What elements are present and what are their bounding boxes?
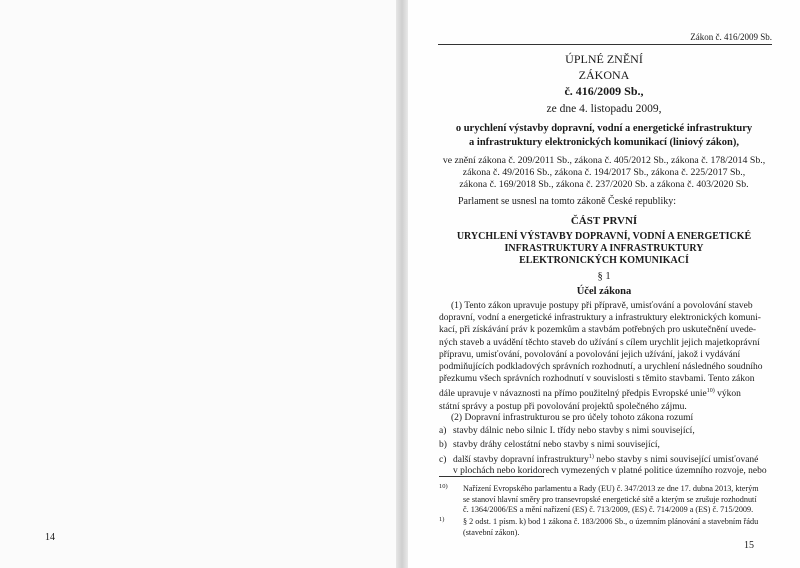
footnote-line: Nařízení Evropského parlamentu a Rady (EU) č. 347/2013 ze dne 17. dubna 2013, kterým bbox=[463, 484, 759, 493]
section-title: Účel zákona bbox=[576, 286, 632, 297]
running-head: Zákon č. 416/2009 Sb. bbox=[690, 32, 772, 42]
footnote-ref-10[interactable]: 10) bbox=[706, 388, 715, 395]
footnote-line: se stanoví hlavní směry pro transevropské energetické sítě a kterým se zrušuje rozhodnutí bbox=[463, 494, 757, 504]
amendments-line-1: ve znění zákona č. 209/2011 Sb., zákona č. 405/2012 Sb., zákona č. 178/2014 Sb., bbox=[442, 155, 766, 166]
list-text: stavby dráhy celostátní nebo stavby s nimi související, bbox=[453, 440, 660, 450]
amendments-line-2: zákona č. 49/2016 Sb., zákona č. 194/2017 Sb., zákona č. 225/2017 Sb., bbox=[462, 167, 746, 178]
footnote-line: § 2 odst. 1 písm. k) bod 1 zákona č. 183/2006 Sb., o územním plánování a stavebním řádu bbox=[463, 517, 759, 526]
list-label: b) bbox=[439, 440, 447, 450]
law-date: ze dne 4. listopadu 2009, bbox=[546, 103, 662, 115]
part-label: ČÁST PRVNÍ bbox=[570, 215, 638, 227]
header-rule bbox=[438, 44, 772, 45]
list-text-after: nebo stavby s nimi související umisťované bbox=[593, 455, 759, 466]
footnote-mark: 1) bbox=[439, 516, 445, 523]
law-title-line-2: a infrastruktury elektronických komunikací (liniový zákon), bbox=[469, 137, 739, 148]
paragraph-1-line: kací, při získávání práv k pozemkům a stavbám potřebných pro uskutečnění uvede- bbox=[439, 325, 757, 336]
footnote-line: (stavební zákon). bbox=[463, 527, 520, 537]
paragraph-1-ref-before: dále upravuje v návaznosti na přímo použitelný předpis Evropské unie bbox=[439, 389, 707, 400]
book-gutter bbox=[396, 0, 408, 568]
list-text: další stavby dopravní infrastruktury bbox=[453, 455, 589, 466]
paragraph-1-line: státní správy a postup při povolování projektů společného zájmu. bbox=[439, 401, 687, 412]
list-item-b bbox=[439, 440, 660, 450]
part-title-line-3: ELEKTRONICKÝCH KOMUNIKACÍ bbox=[519, 255, 689, 266]
heading-law: ZÁKONA bbox=[578, 68, 630, 82]
part-title-line-1: URYCHLENÍ VÝSTAVBY DOPRAVNÍ, VODNÍ A ENERGETICKÉ bbox=[456, 231, 752, 242]
parliament-statement: Parlament se usnesl na tomto zákoně České republiky: bbox=[458, 196, 677, 207]
footnote-rule bbox=[439, 476, 544, 477]
paragraph-1-line: přípravu, umisťování, povolování a povolování jejich užívání, jakož i vydávání bbox=[439, 349, 741, 360]
amendments-line-3: zákona č. 169/2018 Sb., zákona č. 237/2020 Sb. a zákona č. 403/2020 Sb. bbox=[459, 179, 749, 190]
list-item-c-continuation: v plochách nebo koridorech vymezených v platné politice územního rozvoje, nebo bbox=[453, 466, 767, 476]
paragraph-1-line: (1) Tento zákon upravuje postupy při přípravě, umisťování a povolování staveb bbox=[451, 301, 753, 311]
list-item-c bbox=[439, 454, 758, 465]
list-label: a) bbox=[439, 426, 447, 436]
paragraph-1-ref-after: výkon bbox=[714, 389, 741, 400]
list-text: stavby dálnic nebo silnic I. třídy nebo stavby s nimi související, bbox=[453, 426, 695, 436]
law-number: č. 416/2009 Sb., bbox=[564, 84, 644, 98]
law-title-line-1: o urychlení výstavby dopravní, vodní a energetické infrastruktury bbox=[455, 123, 753, 134]
paragraph-1-line: ných staveb a uvádění těchto staveb do užívání s cílem urychlit jejich majetkoprávní bbox=[439, 337, 760, 348]
left-page-number: 14 bbox=[45, 532, 55, 543]
paragraph-1-ref-line bbox=[439, 385, 775, 400]
paragraph-1-line: dopravní, vodní a energetické infrastruktury a infrastruktury elektronických komuni- bbox=[439, 313, 761, 324]
left-page bbox=[0, 0, 398, 568]
paragraph-1-line: přezkumu všech správních rozhodnutí v souvislosti s těmito stavbami. Tento zákon bbox=[439, 374, 755, 385]
right-page bbox=[408, 0, 800, 568]
paragraph-2-intro: (2) Dopravní infrastrukturou se pro účely tohoto zákona rozumí bbox=[451, 413, 694, 423]
paragraph-1-line: podmiňujících podkladových správních rozhodnutí, a urychlení následného soudního bbox=[439, 362, 763, 373]
footnote-10 bbox=[439, 484, 779, 516]
paragraph-1 bbox=[439, 300, 775, 413]
list-label: c) bbox=[439, 455, 447, 466]
right-page-number: 15 bbox=[744, 540, 754, 551]
footnote-1 bbox=[439, 517, 779, 538]
footnote-line: č. 1364/2006/ES a mění nařízení (ES) č. 713/2009, (ES) č. 714/2009 a (ES) č. 715/2009. bbox=[463, 505, 754, 514]
heading-full-text: ÚPLNÉ ZNĚNÍ bbox=[565, 52, 643, 66]
part-title-line-2: INFRASTRUKTURY A INFRASTRUKTURY bbox=[504, 243, 704, 254]
list-item-a bbox=[439, 426, 695, 436]
footnote-mark: 10) bbox=[439, 483, 448, 490]
footnote-ref-1[interactable]: 1) bbox=[588, 454, 594, 460]
section-symbol: § 1 bbox=[597, 271, 611, 282]
